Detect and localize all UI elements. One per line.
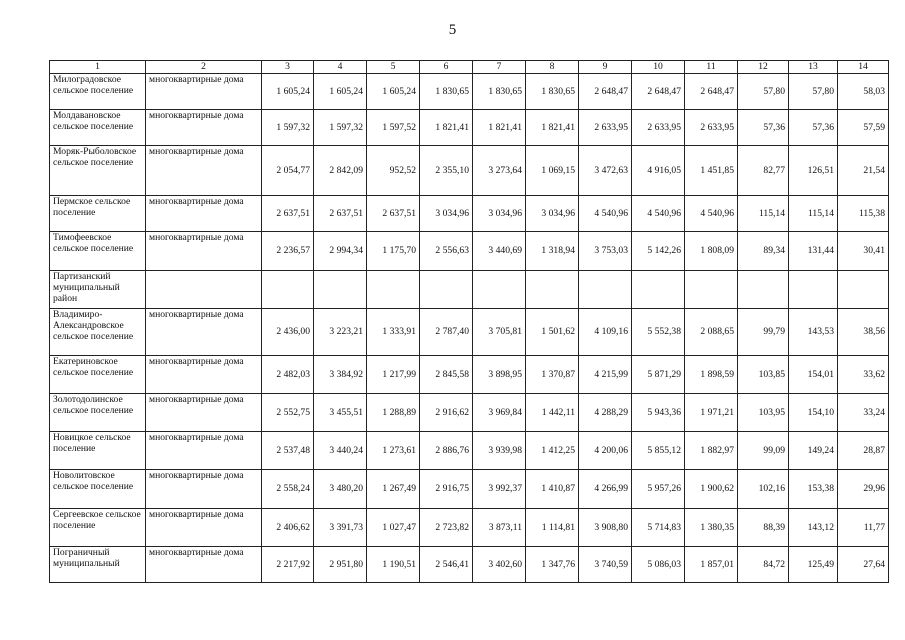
value-cell-col-5: 1 288,89 bbox=[367, 394, 420, 432]
housing-type bbox=[146, 271, 262, 309]
value-cell-col-4: 1 597,32 bbox=[314, 110, 367, 146]
value-cell-col-10: 2 633,95 bbox=[632, 110, 685, 146]
value-cell-col-3: 2 482,03 bbox=[262, 356, 314, 394]
value-cell-col-4: 2 842,09 bbox=[314, 146, 367, 196]
value-cell-col-12: 115,14 bbox=[738, 196, 789, 232]
value-cell-col-13: 125,49 bbox=[789, 547, 838, 583]
settlement-name: Пермское сельское поселение bbox=[50, 196, 146, 232]
housing-type: многоквартирные дома bbox=[146, 394, 262, 432]
value-cell-col-11: 1 882,97 bbox=[685, 432, 738, 470]
value-cell-col-4: 3 440,24 bbox=[314, 432, 367, 470]
value-cell-col-6: 2 546,41 bbox=[420, 547, 473, 583]
value-cell-col-11: 1 380,35 bbox=[685, 509, 738, 547]
value-cell-col-14: 58,03 bbox=[838, 74, 889, 110]
table-row bbox=[50, 74, 889, 110]
settlement-name: Новицкое сельское поселение bbox=[50, 432, 146, 470]
value-cell-col-6: 3 034,96 bbox=[420, 196, 473, 232]
header-row bbox=[50, 61, 889, 74]
value-cell-col-6: 1 830,65 bbox=[420, 74, 473, 110]
value-cell-col-7: 3 034,96 bbox=[473, 196, 526, 232]
value-cell-col-7: 3 992,37 bbox=[473, 470, 526, 509]
value-cell-col-9: 4 200,06 bbox=[579, 432, 632, 470]
value-cell-col-9: 3 753,03 bbox=[579, 232, 632, 271]
value-cell-col-9: 4 288,29 bbox=[579, 394, 632, 432]
value-cell-col-12: 99,79 bbox=[738, 309, 789, 356]
value-cell-col-8: 1 830,65 bbox=[526, 74, 579, 110]
tariff-table bbox=[49, 60, 889, 583]
value-cell-col-9: 3 740,59 bbox=[579, 547, 632, 583]
value-cell-col-12: 57,36 bbox=[738, 110, 789, 146]
value-cell-col-4: 2 994,34 bbox=[314, 232, 367, 271]
value-cell-col-13: 115,14 bbox=[789, 196, 838, 232]
settlement-name: Екатериновское сельское поселение bbox=[50, 356, 146, 394]
value-cell-col-10: 4 540,96 bbox=[632, 196, 685, 232]
value-cell-col-8: 3 034,96 bbox=[526, 196, 579, 232]
value-cell-col-13: 153,38 bbox=[789, 470, 838, 509]
housing-type: многоквартирные дома bbox=[146, 110, 262, 146]
value-cell-col-12: 57,80 bbox=[738, 74, 789, 110]
value-cell-col-7: 3 873,11 bbox=[473, 509, 526, 547]
value-cell-col-6: 2 916,62 bbox=[420, 394, 473, 432]
value-cell-col-8: 1 114,81 bbox=[526, 509, 579, 547]
value-cell-col-5: 1 605,24 bbox=[367, 74, 420, 110]
value-cell-col-12: 88,39 bbox=[738, 509, 789, 547]
value-cell-col-10: 5 871,29 bbox=[632, 356, 685, 394]
value-cell-col-8: 1 318,94 bbox=[526, 232, 579, 271]
value-cell-col-8: 1 069,15 bbox=[526, 146, 579, 196]
column-header-6: 6 bbox=[420, 61, 473, 74]
value-cell-col-4: 3 391,73 bbox=[314, 509, 367, 547]
value-cell-col-11: 1 900,62 bbox=[685, 470, 738, 509]
value-cell-col-4: 3 455,51 bbox=[314, 394, 367, 432]
value-cell-col-7: 3 705,81 bbox=[473, 309, 526, 356]
table-row bbox=[50, 309, 889, 356]
value-cell-col-11: 1 451,85 bbox=[685, 146, 738, 196]
value-cell-col-3: 2 236,57 bbox=[262, 232, 314, 271]
value-cell-col-12: 102,16 bbox=[738, 470, 789, 509]
value-cell-col-7: 3 273,64 bbox=[473, 146, 526, 196]
value-cell-col-6: 2 723,82 bbox=[420, 509, 473, 547]
value-cell-col-3: 1 597,32 bbox=[262, 110, 314, 146]
table-row bbox=[50, 146, 889, 196]
value-cell-col-13: 131,44 bbox=[789, 232, 838, 271]
value-cell-col-13: 154,01 bbox=[789, 356, 838, 394]
value-cell-col-13: 154,10 bbox=[789, 394, 838, 432]
value-cell-col-9: 4 540,96 bbox=[579, 196, 632, 232]
settlement-name: Пограничный муниципальный bbox=[50, 547, 146, 583]
value-cell-col-5: 1 027,47 bbox=[367, 509, 420, 547]
value-cell-col-8: 1 442,11 bbox=[526, 394, 579, 432]
value-cell-col-13: 143,12 bbox=[789, 509, 838, 547]
value-cell-col-12: 99,09 bbox=[738, 432, 789, 470]
column-header-9: 9 bbox=[579, 61, 632, 74]
table-row bbox=[50, 509, 889, 547]
value-cell-col-7 bbox=[473, 271, 526, 309]
value-cell-col-4: 1 605,24 bbox=[314, 74, 367, 110]
value-cell-col-6: 2 355,10 bbox=[420, 146, 473, 196]
column-header-12: 12 bbox=[738, 61, 789, 74]
value-cell-col-13 bbox=[789, 271, 838, 309]
table-row bbox=[50, 394, 889, 432]
housing-type: многоквартирные дома bbox=[146, 432, 262, 470]
settlement-name: Милоградовское сельское поселение bbox=[50, 74, 146, 110]
housing-type: многоквартирные дома bbox=[146, 146, 262, 196]
table-row bbox=[50, 547, 889, 583]
value-cell-col-14: 115,38 bbox=[838, 196, 889, 232]
value-cell-col-10: 2 648,47 bbox=[632, 74, 685, 110]
value-cell-col-14: 33,62 bbox=[838, 356, 889, 394]
value-cell-col-8: 1 347,76 bbox=[526, 547, 579, 583]
column-header-14: 14 bbox=[838, 61, 889, 74]
settlement-name: Моряк-Рыболовское сельское поселение bbox=[50, 146, 146, 196]
value-cell-col-6: 2 916,75 bbox=[420, 470, 473, 509]
value-cell-col-5: 1 175,70 bbox=[367, 232, 420, 271]
value-cell-col-12 bbox=[738, 271, 789, 309]
value-cell-col-6: 2 787,40 bbox=[420, 309, 473, 356]
value-cell-col-8: 1 821,41 bbox=[526, 110, 579, 146]
value-cell-col-4: 3 480,20 bbox=[314, 470, 367, 509]
value-cell-col-4: 3 384,92 bbox=[314, 356, 367, 394]
column-header-2: 2 bbox=[146, 61, 262, 74]
value-cell-col-14: 28,87 bbox=[838, 432, 889, 470]
value-cell-col-4 bbox=[314, 271, 367, 309]
value-cell-col-13: 126,51 bbox=[789, 146, 838, 196]
value-cell-col-6: 2 886,76 bbox=[420, 432, 473, 470]
value-cell-col-11: 2 088,65 bbox=[685, 309, 738, 356]
value-cell-col-14: 33,24 bbox=[838, 394, 889, 432]
housing-type: многоквартирные дома bbox=[146, 196, 262, 232]
value-cell-col-11: 4 540,96 bbox=[685, 196, 738, 232]
value-cell-col-9: 2 633,95 bbox=[579, 110, 632, 146]
value-cell-col-8 bbox=[526, 271, 579, 309]
value-cell-col-8: 1 412,25 bbox=[526, 432, 579, 470]
value-cell-col-12: 89,34 bbox=[738, 232, 789, 271]
value-cell-col-3: 2 552,75 bbox=[262, 394, 314, 432]
housing-type: многоквартирные дома bbox=[146, 232, 262, 271]
value-cell-col-3: 2 537,48 bbox=[262, 432, 314, 470]
value-cell-col-5 bbox=[367, 271, 420, 309]
value-cell-col-9 bbox=[579, 271, 632, 309]
value-cell-col-11: 2 648,47 bbox=[685, 74, 738, 110]
table-row bbox=[50, 110, 889, 146]
column-header-8: 8 bbox=[526, 61, 579, 74]
value-cell-col-9: 2 648,47 bbox=[579, 74, 632, 110]
settlement-name: Молдавановское сельское поселение bbox=[50, 110, 146, 146]
value-cell-col-9: 4 109,16 bbox=[579, 309, 632, 356]
value-cell-col-10: 4 916,05 bbox=[632, 146, 685, 196]
value-cell-col-10: 5 086,03 bbox=[632, 547, 685, 583]
housing-type: многоквартирные дома bbox=[146, 356, 262, 394]
value-cell-col-3: 2 637,51 bbox=[262, 196, 314, 232]
value-cell-col-6: 2 845,58 bbox=[420, 356, 473, 394]
value-cell-col-12: 84,72 bbox=[738, 547, 789, 583]
table-row bbox=[50, 470, 889, 509]
value-cell-col-13: 57,80 bbox=[789, 74, 838, 110]
table-row bbox=[50, 432, 889, 470]
value-cell-col-5: 1 190,51 bbox=[367, 547, 420, 583]
value-cell-col-13: 149,24 bbox=[789, 432, 838, 470]
value-cell-col-7: 3 402,60 bbox=[473, 547, 526, 583]
table-row bbox=[50, 232, 889, 271]
column-header-10: 10 bbox=[632, 61, 685, 74]
value-cell-col-5: 1 597,52 bbox=[367, 110, 420, 146]
value-cell-col-9: 3 472,63 bbox=[579, 146, 632, 196]
value-cell-col-3: 2 436,00 bbox=[262, 309, 314, 356]
housing-type: многоквартирные дома bbox=[146, 309, 262, 356]
housing-type: многоквартирные дома bbox=[146, 470, 262, 509]
value-cell-col-5: 1 333,91 bbox=[367, 309, 420, 356]
value-cell-col-3 bbox=[262, 271, 314, 309]
value-cell-col-14: 30,41 bbox=[838, 232, 889, 271]
table-body bbox=[50, 74, 889, 583]
value-cell-col-10: 5 552,38 bbox=[632, 309, 685, 356]
value-cell-col-8: 1 410,87 bbox=[526, 470, 579, 509]
column-header-1: 1 bbox=[50, 61, 146, 74]
value-cell-col-10: 5 855,12 bbox=[632, 432, 685, 470]
column-header-3: 3 bbox=[262, 61, 314, 74]
column-header-4: 4 bbox=[314, 61, 367, 74]
column-header-11: 11 bbox=[685, 61, 738, 74]
settlement-name: Владимиро-Александровское сельское поселение bbox=[50, 309, 146, 356]
housing-type: многоквартирные дома bbox=[146, 74, 262, 110]
value-cell-col-11: 1 898,59 bbox=[685, 356, 738, 394]
value-cell-col-14: 21,54 bbox=[838, 146, 889, 196]
value-cell-col-14: 29,96 bbox=[838, 470, 889, 509]
value-cell-col-4: 3 223,21 bbox=[314, 309, 367, 356]
value-cell-col-13: 143,53 bbox=[789, 309, 838, 356]
value-cell-col-10: 5 142,26 bbox=[632, 232, 685, 271]
value-cell-col-11 bbox=[685, 271, 738, 309]
value-cell-col-11: 1 971,21 bbox=[685, 394, 738, 432]
value-cell-col-5: 2 637,51 bbox=[367, 196, 420, 232]
value-cell-col-3: 2 558,24 bbox=[262, 470, 314, 509]
value-cell-col-5: 1 267,49 bbox=[367, 470, 420, 509]
value-cell-col-13: 57,36 bbox=[789, 110, 838, 146]
value-cell-col-10: 5 957,26 bbox=[632, 470, 685, 509]
value-cell-col-7: 3 440,69 bbox=[473, 232, 526, 271]
value-cell-col-10: 5 943,36 bbox=[632, 394, 685, 432]
table-row bbox=[50, 196, 889, 232]
table-row bbox=[50, 356, 889, 394]
value-cell-col-14: 27,64 bbox=[838, 547, 889, 583]
value-cell-col-8: 1 370,87 bbox=[526, 356, 579, 394]
value-cell-col-3: 1 605,24 bbox=[262, 74, 314, 110]
value-cell-col-5: 1 217,99 bbox=[367, 356, 420, 394]
value-cell-col-6: 2 556,63 bbox=[420, 232, 473, 271]
column-header-13: 13 bbox=[789, 61, 838, 74]
settlement-name: Новолитовское сельское поселение bbox=[50, 470, 146, 509]
value-cell-col-4: 2 637,51 bbox=[314, 196, 367, 232]
value-cell-col-7: 3 969,84 bbox=[473, 394, 526, 432]
value-cell-col-11: 2 633,95 bbox=[685, 110, 738, 146]
value-cell-col-12: 103,95 bbox=[738, 394, 789, 432]
value-cell-col-8: 1 501,62 bbox=[526, 309, 579, 356]
settlement-name: Золотодолинское сельское поселение bbox=[50, 394, 146, 432]
value-cell-col-7: 3 898,95 bbox=[473, 356, 526, 394]
value-cell-col-11: 1 857,01 bbox=[685, 547, 738, 583]
value-cell-col-14: 11,77 bbox=[838, 509, 889, 547]
housing-type: многоквартирные дома bbox=[146, 509, 262, 547]
value-cell-col-14 bbox=[838, 271, 889, 309]
value-cell-col-12: 82,77 bbox=[738, 146, 789, 196]
value-cell-col-9: 4 215,99 bbox=[579, 356, 632, 394]
value-cell-col-5: 952,52 bbox=[367, 146, 420, 196]
settlement-name: Партизанский муниципальный район bbox=[50, 271, 146, 309]
housing-type: многоквартирные дома bbox=[146, 547, 262, 583]
value-cell-col-3: 2 054,77 bbox=[262, 146, 314, 196]
value-cell-col-10 bbox=[632, 271, 685, 309]
value-cell-col-14: 38,56 bbox=[838, 309, 889, 356]
value-cell-col-7: 1 830,65 bbox=[473, 74, 526, 110]
value-cell-col-12: 103,85 bbox=[738, 356, 789, 394]
value-cell-col-3: 2 406,62 bbox=[262, 509, 314, 547]
value-cell-col-4: 2 951,80 bbox=[314, 547, 367, 583]
value-cell-col-6 bbox=[420, 271, 473, 309]
value-cell-col-5: 1 273,61 bbox=[367, 432, 420, 470]
value-cell-col-10: 5 714,83 bbox=[632, 509, 685, 547]
value-cell-col-7: 1 821,41 bbox=[473, 110, 526, 146]
table-row bbox=[50, 271, 889, 309]
value-cell-col-7: 3 939,98 bbox=[473, 432, 526, 470]
column-header-5: 5 bbox=[367, 61, 420, 74]
value-cell-col-11: 1 808,09 bbox=[685, 232, 738, 271]
page-number: 5 bbox=[448, 22, 457, 38]
column-header-7: 7 bbox=[473, 61, 526, 74]
value-cell-col-6: 1 821,41 bbox=[420, 110, 473, 146]
settlement-name: Тимофеевское сельское поселение bbox=[50, 232, 146, 271]
value-cell-col-3: 2 217,92 bbox=[262, 547, 314, 583]
value-cell-col-9: 4 266,99 bbox=[579, 470, 632, 509]
value-cell-col-9: 3 908,80 bbox=[579, 509, 632, 547]
settlement-name: Сергеевское сельское поселение bbox=[50, 509, 146, 547]
value-cell-col-14: 57,59 bbox=[838, 110, 889, 146]
